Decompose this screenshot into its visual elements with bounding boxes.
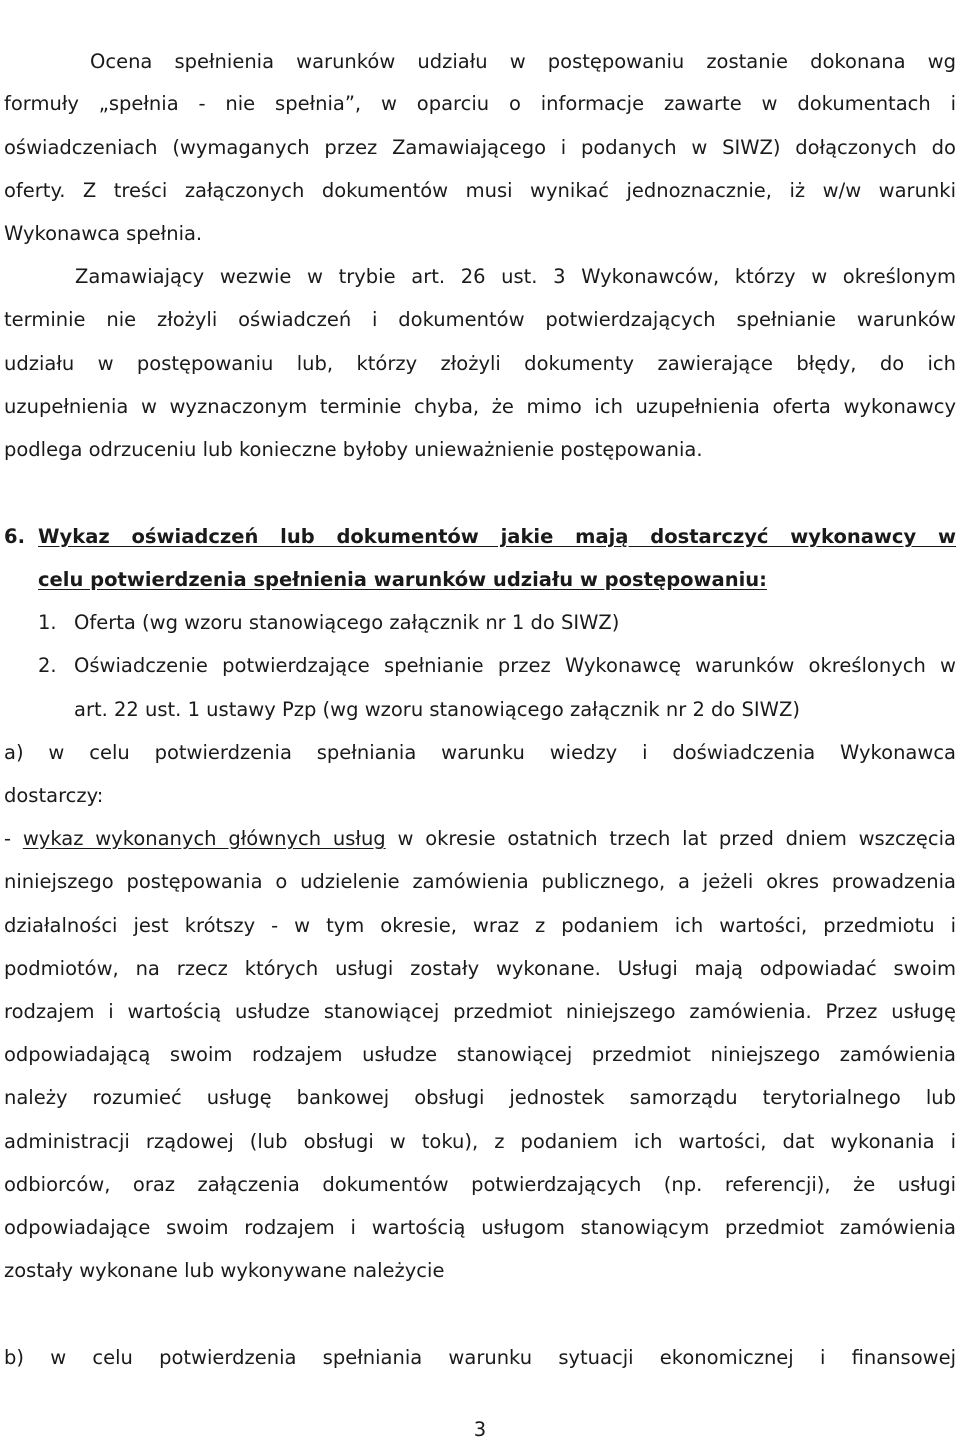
paragraph-line: rodzajem i wartością usłudze stanowiącej przedmiot niniejszego zamówienia. Przez usługę — [4, 1000, 956, 1023]
paragraph-line: oświadczeniach (wymaganych przez Zamawiającego i podanych w SIWZ) dołączonych do — [4, 136, 956, 159]
paragraph-line: Wykonawca spełnia. — [4, 222, 203, 245]
section-heading: Wykaz oświadczeń lub dokumentów jakie mają dostarczyć wykonawcy w — [38, 525, 956, 548]
dash-prefix: - — [4, 827, 23, 850]
paragraph-line: dostarczy: — [4, 784, 104, 807]
paragraph-line: udziału w postępowaniu lub, którzy złożyli dokumenty zawierające błędy, do ich — [4, 352, 956, 375]
paragraph-line: odpowiadającą swoim rodzajem usłudze stanowiącej przedmiot niniejszego zamówienia — [4, 1043, 956, 1066]
paragraph-line: odpowiadające swoim rodzajem i wartością usługom stanowiącym przedmiot zamówienia — [4, 1216, 956, 1239]
paragraph-line: Zamawiający wezwie w trybie art. 26 ust. 3 Wykonawców, którzy w określonym — [75, 265, 956, 288]
paragraph-line: a) w celu potwierdzenia spełniania warunku wiedzy i doświadczenia Wykonawca — [4, 741, 956, 764]
paragraph-line: uzupełnienia w wyznaczonym terminie chyba, że mimo ich uzupełnienia oferta wykonawcy — [4, 395, 956, 418]
paragraph-line: działalności jest krótszy - w tym okresie, wraz z podaniem ich wartości, przedmiotu i — [4, 914, 956, 937]
paragraph-line: należy rozumieć usługę bankowej obsługi jednostek samorządu terytorialnego lub — [4, 1086, 956, 1109]
list-item-number: 1. — [38, 611, 57, 634]
underlined-phrase: wykaz wykonanych głównych usług — [22, 827, 386, 850]
page-number: 3 — [473, 1418, 487, 1441]
list-item-text: Oświadczenie potwierdzające spełnianie przez Wykonawcę warunków określonych w — [74, 654, 956, 677]
paragraph-line: terminie nie złożyli oświadczeń i dokumentów potwierdzających spełnianie warunków — [4, 308, 956, 331]
list-item-number: 2. — [38, 654, 57, 677]
paragraph-line: Ocena spełnienia warunków udziału w postępowaniu zostanie dokonana wg — [90, 50, 956, 73]
paragraph-line: podlega odrzuceniu lub konieczne byłoby unieważnienie postępowania. — [4, 438, 703, 461]
dash-rest: w okresie ostatnich trzech lat przed dniem wszczęcia — [385, 827, 956, 850]
list-item-text: Oferta (wg wzoru stanowiącego załącznik nr 1 do SIWZ) — [74, 611, 620, 634]
paragraph-line: niniejszego postępowania o udzielenie zamówienia publicznego, a jeżeli okres prowadzenia — [4, 870, 956, 893]
paragraph-line: odbiorców, oraz załączenia dokumentów potwierdzających (np. referencji), że usługi — [4, 1173, 956, 1196]
paragraph-line: oferty. Z treści załączonych dokumentów musi wynikać jednoznacznie, iż w/w warunki — [4, 179, 956, 202]
paragraph-line: zostały wykonane lub wykonywane należycie — [4, 1259, 445, 1282]
paragraph-line: formuły „spełnia - nie spełnia”, w oparciu o informacje zawarte w dokumentach i — [4, 92, 956, 115]
list-item-text: art. 22 ust. 1 ustawy Pzp (wg wzoru stanowiącego załącznik nr 2 do SIWZ) — [74, 698, 800, 721]
list-item — [0, 610, 960, 636]
paragraph-line — [4, 826, 956, 852]
paragraph-line: administracji rządowej (lub obsługi w toku), z podaniem ich wartości, dat wykonania i — [4, 1130, 956, 1153]
section-heading: celu potwierdzenia spełnienia warunków udziału w postępowaniu: — [38, 568, 767, 591]
section-number: 6. — [4, 525, 25, 548]
paragraph-line: podmiotów, na rzecz których usługi zostały wykonane. Usługi mają odpowiadać swoim — [4, 957, 956, 980]
list-item — [0, 653, 960, 679]
paragraph-line: b) w celu potwierdzenia spełniania warunku sytuacji ekonomicznej i finansowej — [4, 1346, 956, 1369]
